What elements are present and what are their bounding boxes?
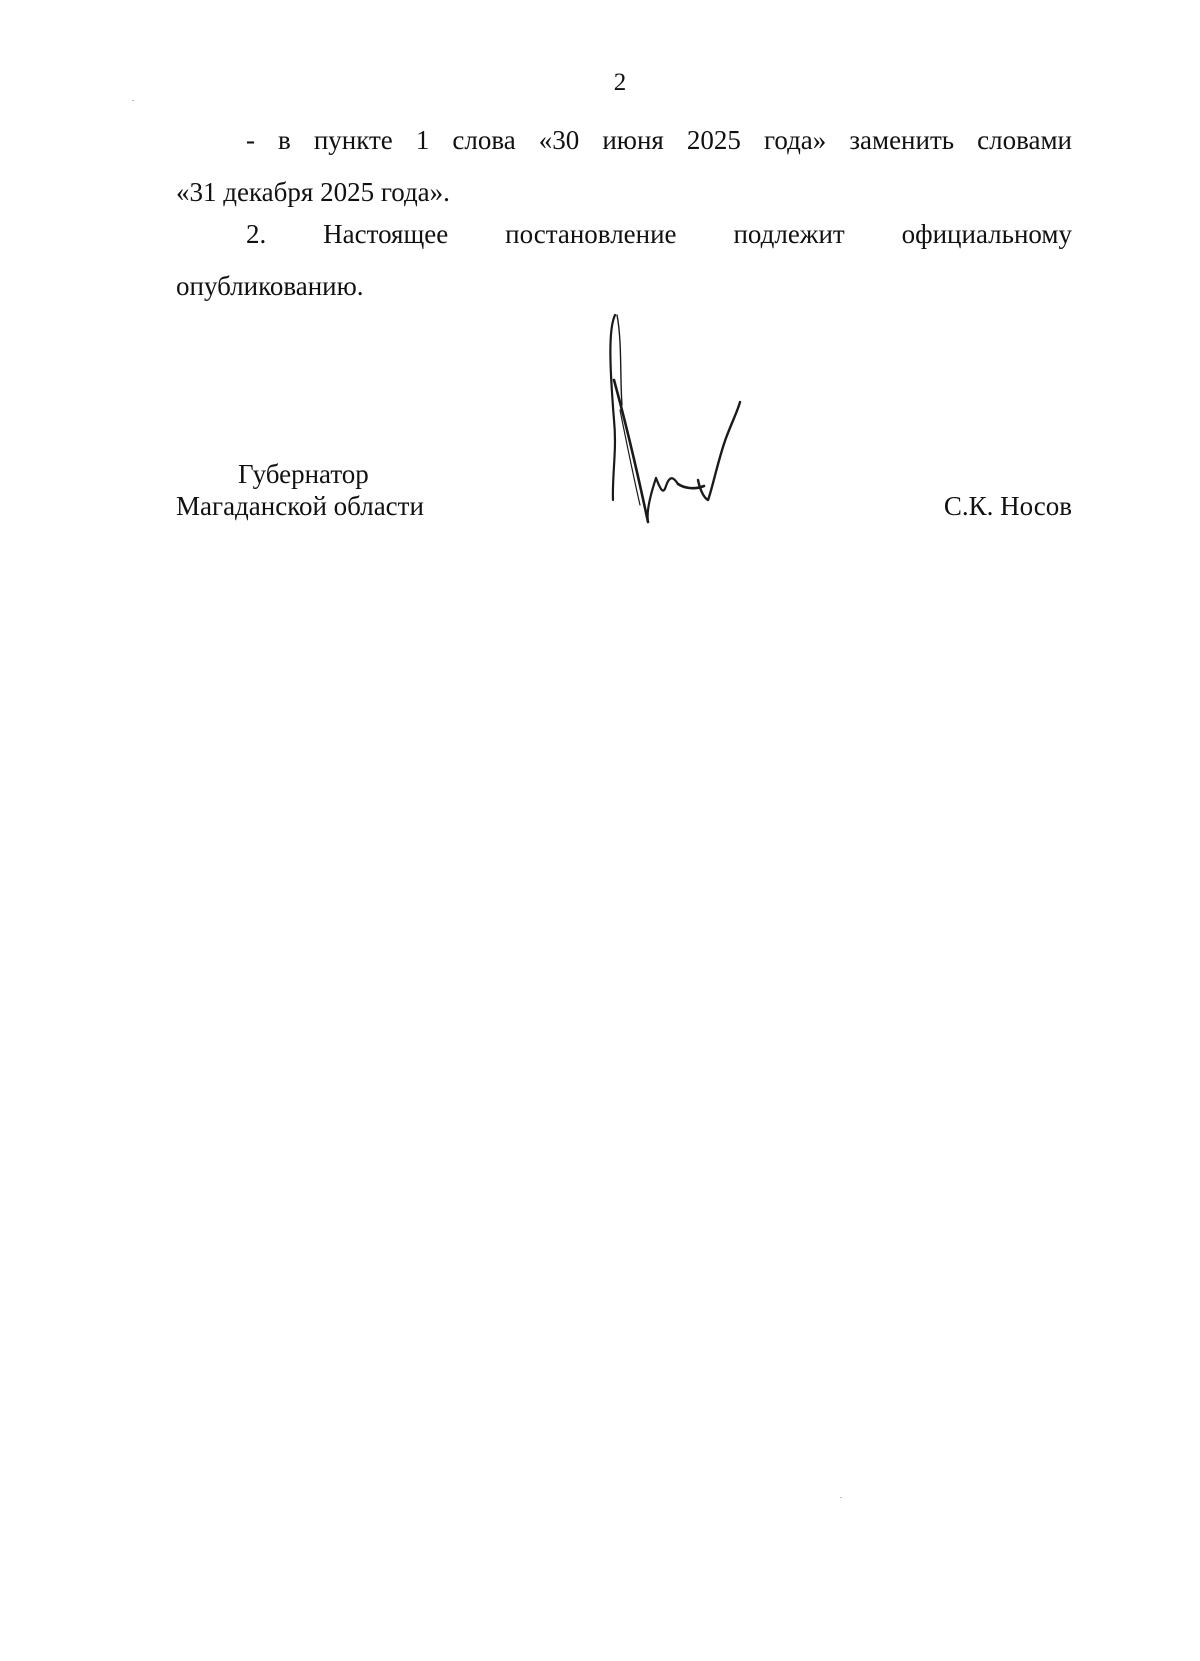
position-title: Губернатор [238, 459, 369, 489]
paragraph-line: 2. Настоящее постановление подлежит официальному [246, 219, 1072, 249]
paragraph-line: опубликованию. [176, 271, 364, 301]
scan-speck [132, 100, 134, 101]
scan-speck [840, 1497, 842, 1498]
handwritten-signature-icon [600, 310, 780, 560]
signatory-position [176, 458, 424, 522]
paragraph-amendment [176, 114, 1072, 218]
paragraph-line: «31 декабря 2025 года». [176, 177, 450, 207]
page-number: 2 [613, 69, 627, 96]
position-region: Магаданской области [176, 491, 424, 521]
paragraph-line: - в пункте 1 слова «30 июня 2025 года» заменить словами [246, 125, 1072, 155]
paragraph-publication [176, 208, 1072, 312]
signer-name: С.К. Носов [943, 491, 1072, 521]
